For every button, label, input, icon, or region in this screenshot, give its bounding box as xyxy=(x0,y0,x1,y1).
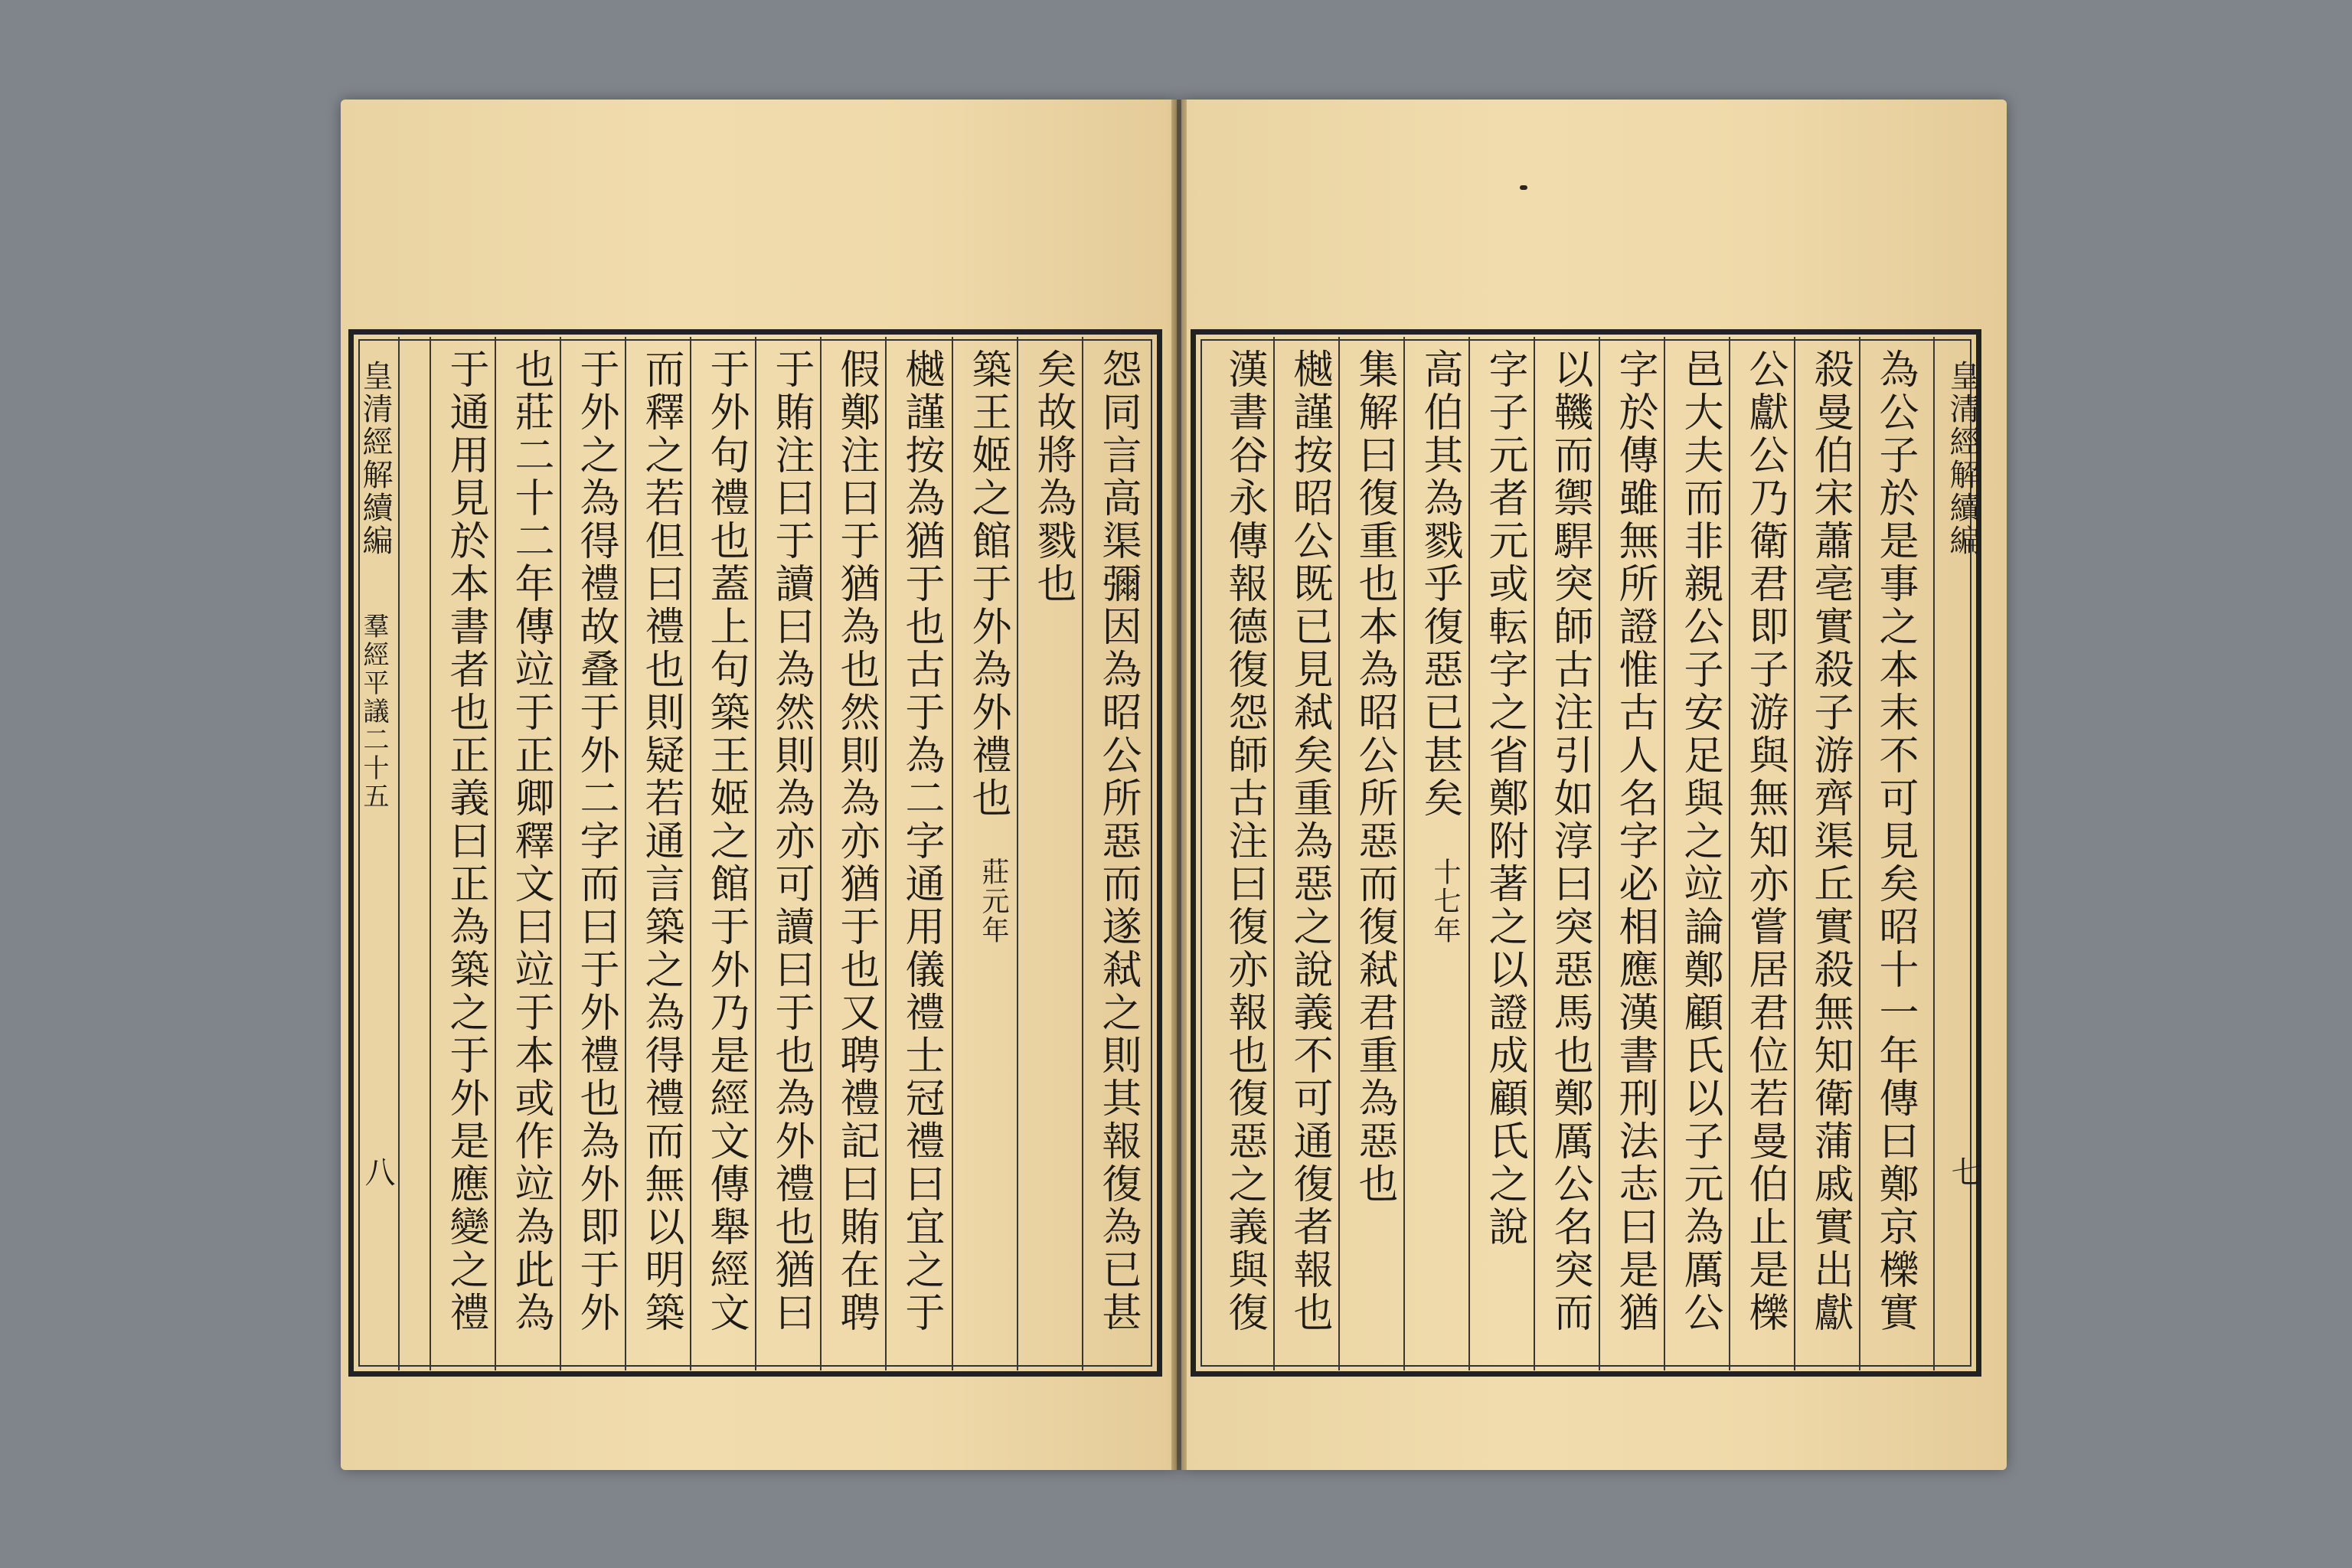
margin-rule xyxy=(398,337,400,1370)
column-rule xyxy=(560,337,561,1370)
left-col-1: 怨同言高渠彌因為昭公所惡而遂弒之則其報復為已甚 xyxy=(1095,348,1141,1334)
book-gutter xyxy=(1171,100,1187,1470)
left-col-6: 于賄注曰于讀曰為然則為亦可讀曰于也為外禮也猶曰 xyxy=(768,348,814,1334)
column-rule xyxy=(1859,337,1860,1370)
left-col-2: 矣故將為戮也 xyxy=(1030,348,1076,606)
column-rule xyxy=(1794,337,1795,1370)
column-rule xyxy=(690,337,691,1370)
column-rule xyxy=(1534,337,1535,1370)
right-col-3: 公獻公乃衛君即子游與無知亦嘗居君位若曼伯止是櫟 xyxy=(1742,348,1788,1334)
column-rule xyxy=(1338,337,1340,1370)
left-col-3: 築王姬之館于外為外禮也 xyxy=(965,348,1011,820)
right-col-4: 邑大夫而非親公子安足與之竝論鄭顧氏以子元為厲公 xyxy=(1677,348,1723,1334)
right-col-10: 樾謹按昭公既已見弒矣重為惡之說義不可通復者報也 xyxy=(1286,348,1332,1334)
column-rule xyxy=(1729,337,1730,1370)
left-col-5: 假鄭注曰于猶為也然則為亦猶于也又聘禮記曰賄在聘 xyxy=(833,348,879,1334)
right-col-2: 殺曼伯宋蕭亳實殺子游齊渠丘實殺無知衛蒲戚實出獻 xyxy=(1807,348,1853,1334)
column-rule xyxy=(1017,337,1018,1370)
left-folio-number: 八 xyxy=(360,1156,395,1189)
right-col-9: 集解曰復重也本為昭公所惡而復弒君重為惡也 xyxy=(1351,348,1397,1206)
right-col-11: 漢書谷永傳報德復怨師古注曰復亦報也復惡之義與復 xyxy=(1221,348,1267,1334)
left-col-4: 樾謹按為猶于也古于為二字通用儀禮士冠禮曰宜之于 xyxy=(898,348,944,1334)
right-col-6: 以鞿而禦駻突師古注引如淳曰突惡馬也鄭厲公名突而 xyxy=(1547,348,1592,1334)
column-rule xyxy=(755,337,756,1370)
column-rule xyxy=(1664,337,1665,1370)
margin-rule xyxy=(1933,337,1935,1370)
left-margin-title: 皇清經解續編 xyxy=(358,360,393,557)
left-col-3-note: 莊元年 xyxy=(978,858,1009,945)
column-rule xyxy=(1468,337,1470,1370)
right-col-8-note: 十七年 xyxy=(1429,858,1461,945)
left-col-7: 于外句禮也蓋上句築王姬之館于外乃是經文傳舉經文 xyxy=(703,348,749,1334)
column-rule xyxy=(1403,337,1405,1370)
column-rule xyxy=(625,337,626,1370)
column-rule xyxy=(1599,337,1600,1370)
left-margin-section: 羣經平議二十五 xyxy=(358,612,389,811)
column-rule xyxy=(430,337,431,1370)
ink-speck xyxy=(1520,185,1527,190)
column-rule xyxy=(1082,337,1083,1370)
left-col-9: 于外之為得禮故叠于外二字而曰于外禮也為外即于外 xyxy=(573,348,619,1334)
column-rule xyxy=(820,337,822,1370)
left-col-11: 于通用見於本書者也正義曰正為築之于外是應變之禮 xyxy=(443,348,488,1334)
column-rule xyxy=(495,337,496,1370)
left-col-10: 也莊二十二年傳竝于正卿釋文曰竝于本或作竝為此為 xyxy=(508,348,554,1334)
right-col-5: 字於傳雖無所證惟古人名字必相應漢書刑法志曰是猶 xyxy=(1612,348,1658,1334)
right-col-1: 為公子於是事之本末不可見矣昭十一年傳曰鄭京櫟實 xyxy=(1872,348,1918,1334)
left-col-8: 而釋之若但曰禮也則疑若通言築之為得禮而無以明築 xyxy=(638,348,684,1334)
column-rule xyxy=(885,337,887,1370)
column-rule xyxy=(1273,337,1275,1370)
right-col-8: 高伯其為戮乎復惡已甚矣 xyxy=(1416,348,1462,820)
right-col-7: 字子元者元或転字之省鄭附著之以證成顧氏之說 xyxy=(1481,348,1527,1249)
right-folio-number: 七 xyxy=(1946,1156,1981,1189)
column-rule xyxy=(952,337,953,1370)
right-margin-title: 皇清經解續編 xyxy=(1945,360,1980,557)
